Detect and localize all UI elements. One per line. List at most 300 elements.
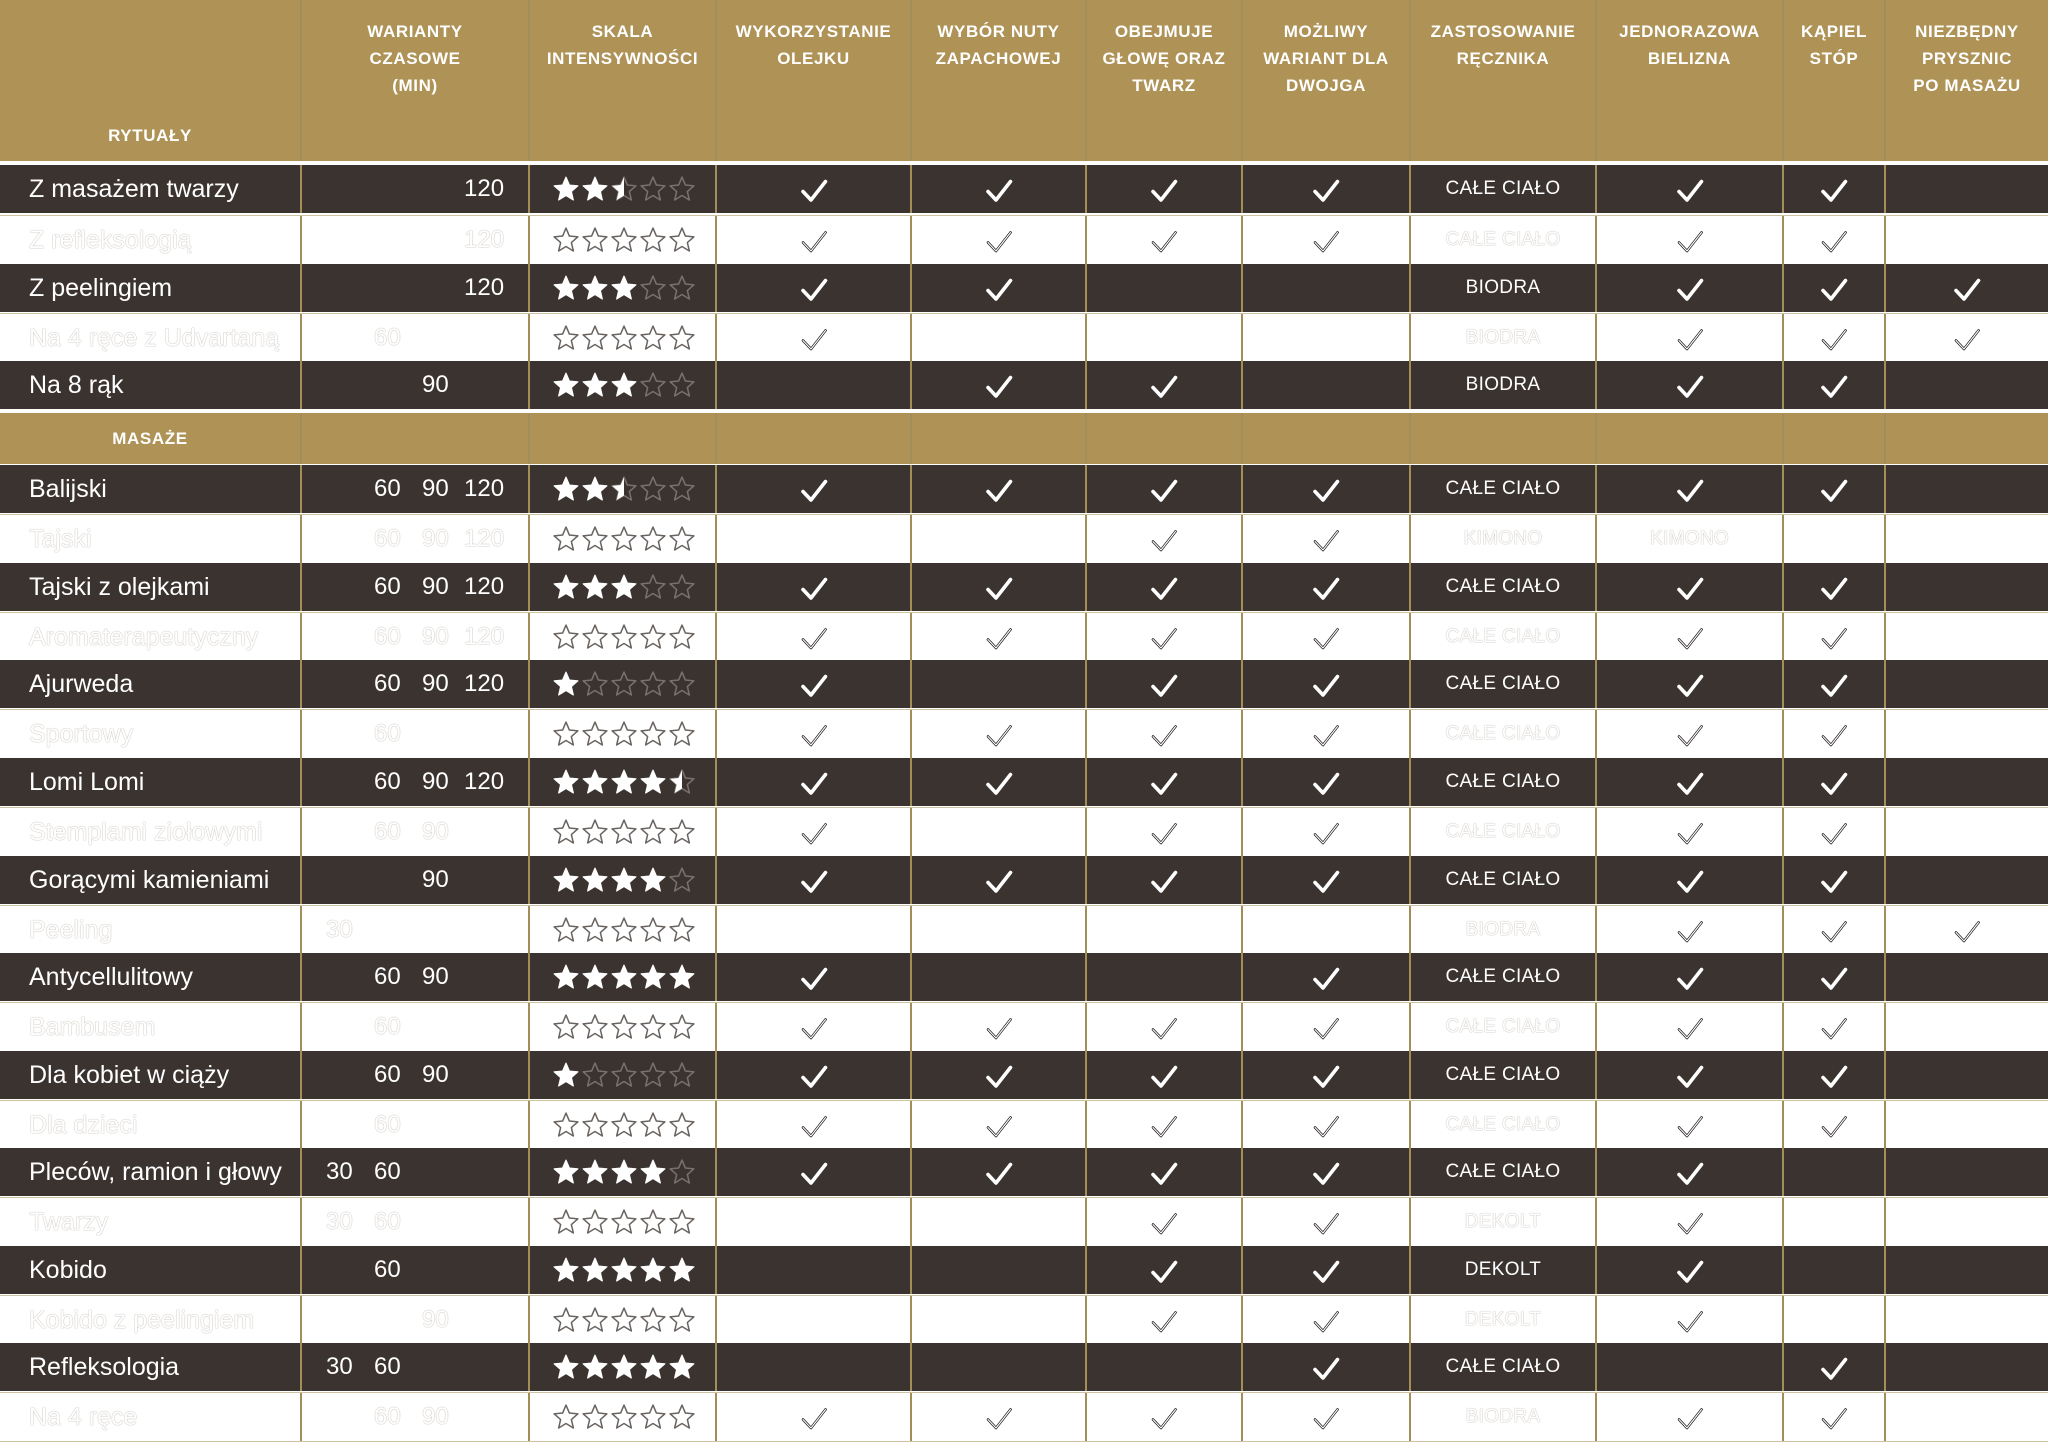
cell-col-3	[717, 165, 912, 213]
checkmark-icon	[984, 769, 1014, 799]
cell-col-1	[302, 314, 530, 362]
service-row	[0, 1246, 2048, 1294]
star-empty-icon	[552, 525, 580, 553]
star-empty-icon	[581, 1306, 609, 1334]
cell-col-7	[1411, 710, 1597, 758]
towel-usage: CAŁE CIAŁO	[1445, 1356, 1561, 1377]
cell-col-10	[1886, 1296, 2048, 1344]
star-filled-icon	[552, 274, 580, 302]
cell-col-0	[0, 563, 302, 611]
checkmark-icon	[1311, 1062, 1341, 1092]
cell-col-7	[1411, 110, 1597, 161]
time-variant: 90	[422, 1061, 449, 1088]
service-row	[0, 905, 2048, 955]
service-row	[0, 313, 2048, 363]
star-empty-icon	[581, 525, 609, 553]
checkmark-icon	[1149, 819, 1179, 849]
star-filled-icon	[581, 371, 609, 399]
service-name: Twarzy	[29, 1207, 109, 1236]
star-filled-icon	[668, 963, 696, 991]
cell-col-6	[1243, 856, 1411, 904]
cell-col-9	[1784, 1343, 1886, 1391]
cell-col-5	[1087, 0, 1243, 110]
cell-col-0	[0, 953, 302, 1001]
service-row	[0, 165, 2048, 213]
star-filled-icon	[610, 371, 638, 399]
checkmark-icon	[799, 1062, 829, 1092]
star-empty-icon	[639, 175, 667, 203]
star-empty-icon	[581, 1403, 609, 1431]
column-header: KĄPIEL STÓP	[1801, 22, 1867, 68]
star-empty-icon	[668, 324, 696, 352]
service-row	[0, 215, 2048, 265]
cell-col-8	[1597, 314, 1784, 362]
cell-col-1	[302, 515, 530, 563]
cell-col-0	[0, 1343, 302, 1391]
time-variant: 120	[464, 274, 505, 301]
towel-usage: CAŁE CIAŁO	[1445, 821, 1561, 842]
cell-col-0	[0, 660, 302, 708]
time-variant: 120	[464, 525, 505, 552]
service-name: Sportowy	[29, 719, 134, 748]
checkmark-icon	[1675, 769, 1705, 799]
checkmark-icon	[1311, 1112, 1341, 1142]
service-row	[0, 1148, 2048, 1196]
cell-col-10	[1886, 165, 2048, 213]
star-empty-icon	[552, 324, 580, 352]
checkmark-icon	[799, 176, 829, 206]
checkmark-icon	[1819, 867, 1849, 897]
cell-col-6	[1243, 314, 1411, 362]
checkmark-icon	[1819, 769, 1849, 799]
cell-col-4	[912, 165, 1087, 213]
cell-col-4	[912, 465, 1087, 513]
checkmark-icon	[1675, 1209, 1705, 1239]
checkmark-icon	[1952, 275, 1982, 305]
service-name: Ajurweda	[29, 669, 134, 698]
cell-col-6	[1243, 1343, 1411, 1391]
intensity-rating	[552, 264, 697, 312]
star-empty-icon	[668, 525, 696, 553]
service-row	[0, 1295, 2048, 1345]
time-variant: 90	[422, 475, 449, 502]
service-row	[0, 514, 2048, 564]
cell-col-10	[1886, 906, 2048, 954]
cell-col-2	[530, 515, 717, 563]
cell-col-0	[0, 1101, 302, 1149]
star-filled-icon	[610, 274, 638, 302]
time-variant: 60	[374, 573, 401, 600]
cell-col-6	[1243, 413, 1411, 464]
checkmark-icon	[1149, 476, 1179, 506]
cell-col-6	[1243, 953, 1411, 1001]
cell-col-2	[530, 1101, 717, 1149]
checkmark-icon	[799, 819, 829, 849]
checkmark-icon	[1675, 1307, 1705, 1337]
intensity-rating	[552, 758, 697, 806]
cell-col-6	[1243, 515, 1411, 563]
checkmark-icon	[1819, 574, 1849, 604]
star-filled-icon	[552, 1061, 580, 1089]
star-empty-icon	[668, 818, 696, 846]
cell-col-8	[1597, 1101, 1784, 1149]
cell-col-7	[1411, 613, 1597, 661]
time-variant: 60	[374, 1208, 401, 1235]
time-variant: 30	[326, 1158, 353, 1185]
intensity-rating	[552, 1148, 697, 1196]
star-empty-icon	[610, 623, 638, 651]
service-name: Dla kobiet w ciąży	[29, 1060, 230, 1089]
cell-col-3	[717, 1246, 912, 1294]
cell-col-4	[912, 110, 1087, 161]
cell-col-3	[717, 1296, 912, 1344]
checkmark-icon	[1819, 275, 1849, 305]
checkmark-icon	[1149, 1209, 1179, 1239]
cell-col-0	[0, 1051, 302, 1099]
cell-col-2	[530, 465, 717, 513]
cell-col-3	[717, 660, 912, 708]
star-filled-icon	[581, 1353, 609, 1381]
star-empty-icon	[581, 623, 609, 651]
checkmark-icon	[1149, 176, 1179, 206]
star-empty-icon	[581, 1061, 609, 1089]
star-filled-icon	[552, 866, 580, 894]
cell-col-0	[0, 808, 302, 856]
service-row	[0, 660, 2048, 708]
checkmark-icon	[1149, 1112, 1179, 1142]
checkmark-icon	[1819, 476, 1849, 506]
cell-col-4	[912, 0, 1087, 110]
column-header: OBEJMUJE GŁOWĘ ORAZ TWARZ	[1102, 22, 1226, 95]
cell-col-10	[1886, 361, 2048, 409]
cell-col-4	[912, 1296, 1087, 1344]
star-empty-icon	[639, 623, 667, 651]
star-empty-icon	[668, 274, 696, 302]
cell-col-4	[912, 1101, 1087, 1149]
checkmark-icon	[1819, 1404, 1849, 1434]
cell-col-6	[1243, 110, 1411, 161]
star-empty-icon	[552, 916, 580, 944]
cell-col-3	[717, 953, 912, 1001]
towel-usage: BIODRA	[1465, 277, 1541, 298]
star-filled-icon	[639, 768, 667, 796]
star-filled-icon	[581, 866, 609, 894]
time-variant: 90	[422, 1403, 449, 1430]
cell-col-2	[530, 361, 717, 409]
time-variant: 90	[422, 525, 449, 552]
intensity-rating	[552, 1003, 697, 1051]
cell-col-7	[1411, 856, 1597, 904]
cell-col-5	[1087, 808, 1243, 856]
star-half-icon	[668, 768, 696, 796]
intensity-rating	[552, 613, 697, 661]
checkmark-icon	[1819, 227, 1849, 257]
checkmark-icon	[799, 721, 829, 751]
cell-col-6	[1243, 660, 1411, 708]
star-filled-icon	[581, 768, 609, 796]
checkmark-icon	[799, 275, 829, 305]
towel-usage: DEKOLT	[1464, 1211, 1542, 1232]
cell-col-6	[1243, 613, 1411, 661]
time-variant: 120	[464, 573, 505, 600]
intensity-rating	[552, 1343, 697, 1391]
cell-col-6	[1243, 906, 1411, 954]
cell-col-8	[1597, 906, 1784, 954]
time-variant: 60	[374, 1353, 401, 1380]
time-variant: 60	[374, 324, 401, 351]
cell-col-7	[1411, 1246, 1597, 1294]
star-empty-icon	[639, 1013, 667, 1041]
star-empty-icon	[639, 1403, 667, 1431]
service-row	[0, 758, 2048, 806]
cell-col-0	[0, 1296, 302, 1344]
towel-usage: DEKOLT	[1464, 1259, 1542, 1280]
checkmark-icon	[1819, 1014, 1849, 1044]
towel-usage: CAŁE CIAŁO	[1445, 771, 1561, 792]
cell-col-6	[1243, 1393, 1411, 1441]
service-row	[0, 1197, 2048, 1247]
cell-col-1	[302, 856, 530, 904]
checkmark-icon	[1675, 964, 1705, 994]
star-empty-icon	[668, 1208, 696, 1236]
star-filled-icon	[581, 1158, 609, 1186]
intensity-rating	[552, 1393, 697, 1441]
checkmark-icon	[1311, 176, 1341, 206]
cell-col-8	[1597, 710, 1784, 758]
checkmark-icon	[1819, 1062, 1849, 1092]
checkmark-icon	[1819, 819, 1849, 849]
cell-col-7	[1411, 465, 1597, 513]
cell-col-5	[1087, 710, 1243, 758]
star-empty-icon	[610, 1111, 638, 1139]
checkmark-icon	[1311, 671, 1341, 701]
cell-col-8	[1597, 1246, 1784, 1294]
checkmark-icon	[984, 372, 1014, 402]
time-variant: 120	[464, 226, 505, 253]
cell-col-5	[1087, 1246, 1243, 1294]
checkmark-icon	[1311, 227, 1341, 257]
intensity-rating	[552, 563, 697, 611]
checkmark-icon	[1149, 1257, 1179, 1287]
checkmark-icon	[1311, 526, 1341, 556]
checkmark-icon	[1819, 1354, 1849, 1384]
cell-col-6	[1243, 1198, 1411, 1246]
star-filled-icon	[639, 963, 667, 991]
checkmark-icon	[1819, 325, 1849, 355]
cell-col-1	[302, 165, 530, 213]
cell-col-3	[717, 264, 912, 312]
section-title: RYTUAŁY	[108, 125, 192, 145]
time-variant: 60	[374, 525, 401, 552]
star-empty-icon	[668, 670, 696, 698]
cell-col-8	[1597, 613, 1784, 661]
service-name: Bambusem	[29, 1012, 156, 1041]
intensity-rating	[552, 906, 697, 954]
cell-col-1	[302, 1246, 530, 1294]
cell-col-4	[912, 660, 1087, 708]
cell-col-2	[530, 1246, 717, 1294]
checkmark-icon	[984, 176, 1014, 206]
cell-col-9	[1784, 413, 1886, 464]
time-variant: 90	[422, 670, 449, 697]
cell-col-6	[1243, 710, 1411, 758]
cell-col-7	[1411, 953, 1597, 1001]
service-row	[0, 1002, 2048, 1052]
cell-col-10	[1886, 613, 2048, 661]
star-empty-icon	[639, 573, 667, 601]
cell-col-2	[530, 413, 717, 464]
time-variant: 60	[374, 720, 401, 747]
star-empty-icon	[668, 1061, 696, 1089]
star-empty-icon	[610, 525, 638, 553]
star-empty-icon	[581, 916, 609, 944]
checkmark-icon	[1952, 325, 1982, 355]
cell-col-9	[1784, 361, 1886, 409]
star-filled-icon	[581, 175, 609, 203]
star-filled-icon	[552, 1256, 580, 1284]
cell-col-5	[1087, 165, 1243, 213]
checkmark-icon	[799, 867, 829, 897]
cell-col-2	[530, 110, 717, 161]
time-variant: 60	[374, 623, 401, 650]
checkmark-icon	[1311, 1014, 1341, 1044]
star-empty-icon	[668, 226, 696, 254]
checkmark-icon	[1311, 1354, 1341, 1384]
cell-col-7	[1411, 1101, 1597, 1149]
towel-usage: CAŁE CIAŁO	[1445, 1114, 1561, 1135]
time-variant: 60	[374, 1013, 401, 1040]
cell-col-10	[1886, 1051, 2048, 1099]
star-empty-icon	[639, 1111, 667, 1139]
star-filled-icon	[552, 573, 580, 601]
cell-col-3	[717, 1343, 912, 1391]
checkmark-icon	[1311, 574, 1341, 604]
star-empty-icon	[668, 1158, 696, 1186]
cell-col-0	[0, 906, 302, 954]
cell-col-5	[1087, 953, 1243, 1001]
checkmark-icon	[1819, 176, 1849, 206]
star-filled-icon	[581, 573, 609, 601]
cell-col-3	[717, 563, 912, 611]
star-filled-icon	[610, 866, 638, 894]
service-name: Na 4 ręce z Udvartaną	[29, 323, 280, 352]
checkmark-icon	[1675, 624, 1705, 654]
checkmark-icon	[984, 275, 1014, 305]
towel-usage: BIODRA	[1465, 327, 1541, 348]
star-empty-icon	[639, 720, 667, 748]
service-row	[0, 465, 2048, 513]
cell-col-4	[912, 808, 1087, 856]
cell-col-10	[1886, 0, 2048, 110]
star-empty-icon	[581, 720, 609, 748]
cell-col-2	[530, 1198, 717, 1246]
service-name: Z peelingiem	[29, 273, 173, 302]
cell-col-10	[1886, 856, 2048, 904]
time-variant: 90	[422, 768, 449, 795]
towel-usage: CAŁE CIAŁO	[1445, 1161, 1561, 1182]
cell-col-8	[1597, 361, 1784, 409]
cell-col-2	[530, 710, 717, 758]
cell-col-0	[0, 264, 302, 312]
checkmark-icon	[1675, 1112, 1705, 1142]
cell-col-9	[1784, 1101, 1886, 1149]
service-row	[0, 264, 2048, 312]
cell-col-5	[1087, 1051, 1243, 1099]
cell-col-3	[717, 710, 912, 758]
intensity-rating	[552, 856, 697, 904]
time-variant: 60	[374, 1158, 401, 1185]
service-row	[0, 953, 2048, 1001]
cell-col-3	[717, 413, 912, 464]
star-filled-icon	[552, 175, 580, 203]
star-empty-icon	[581, 1013, 609, 1041]
towel-usage: CAŁE CIAŁO	[1445, 869, 1561, 890]
star-empty-icon	[639, 916, 667, 944]
checkmark-icon	[1675, 227, 1705, 257]
section-header-masaze	[0, 413, 2048, 464]
checkmark-icon	[984, 721, 1014, 751]
star-filled-icon	[552, 670, 580, 698]
cell-col-7	[1411, 314, 1597, 362]
cell-col-1	[302, 0, 530, 110]
service-name: Pleców, ramion i głowy	[29, 1157, 282, 1186]
checkmark-icon	[1819, 372, 1849, 402]
checkmark-icon	[984, 1112, 1014, 1142]
cell-col-8	[1597, 1393, 1784, 1441]
cell-col-2	[530, 165, 717, 213]
checkmark-icon	[1675, 721, 1705, 751]
cell-col-8	[1597, 1148, 1784, 1196]
column-header: WYBÓR NUTY ZAPACHOWEJ	[935, 22, 1062, 68]
cell-col-0	[0, 1003, 302, 1051]
cell-col-2	[530, 660, 717, 708]
cell-col-2	[530, 1051, 717, 1099]
cell-col-5	[1087, 465, 1243, 513]
cell-col-1	[302, 613, 530, 661]
star-empty-icon	[639, 525, 667, 553]
checkmark-icon	[1675, 476, 1705, 506]
towel-usage: CAŁE CIAŁO	[1445, 626, 1561, 647]
cell-col-5	[1087, 264, 1243, 312]
cell-col-2	[530, 0, 717, 110]
star-filled-icon	[610, 573, 638, 601]
checkmark-icon	[1311, 1307, 1341, 1337]
cell-col-1	[302, 1296, 530, 1344]
checkmark-icon	[984, 1014, 1014, 1044]
time-variant: 120	[464, 623, 505, 650]
star-empty-icon	[552, 1403, 580, 1431]
cell-col-9	[1784, 165, 1886, 213]
service-row	[0, 709, 2048, 759]
checkmark-icon	[1675, 819, 1705, 849]
intensity-rating	[552, 808, 697, 856]
cell-col-5	[1087, 1148, 1243, 1196]
cell-col-1	[302, 1393, 530, 1441]
cell-col-5	[1087, 1296, 1243, 1344]
star-filled-icon	[610, 1353, 638, 1381]
star-empty-icon	[668, 720, 696, 748]
checkmark-icon	[1149, 721, 1179, 751]
cell-col-7	[1411, 660, 1597, 708]
checkmark-icon	[799, 964, 829, 994]
cell-col-1	[302, 1003, 530, 1051]
cell-col-1	[302, 808, 530, 856]
checkmark-icon	[1675, 176, 1705, 206]
intensity-rating	[552, 1198, 697, 1246]
cell-col-1	[302, 1198, 530, 1246]
cell-col-4	[912, 264, 1087, 312]
service-name: Na 8 rąk	[29, 370, 124, 399]
